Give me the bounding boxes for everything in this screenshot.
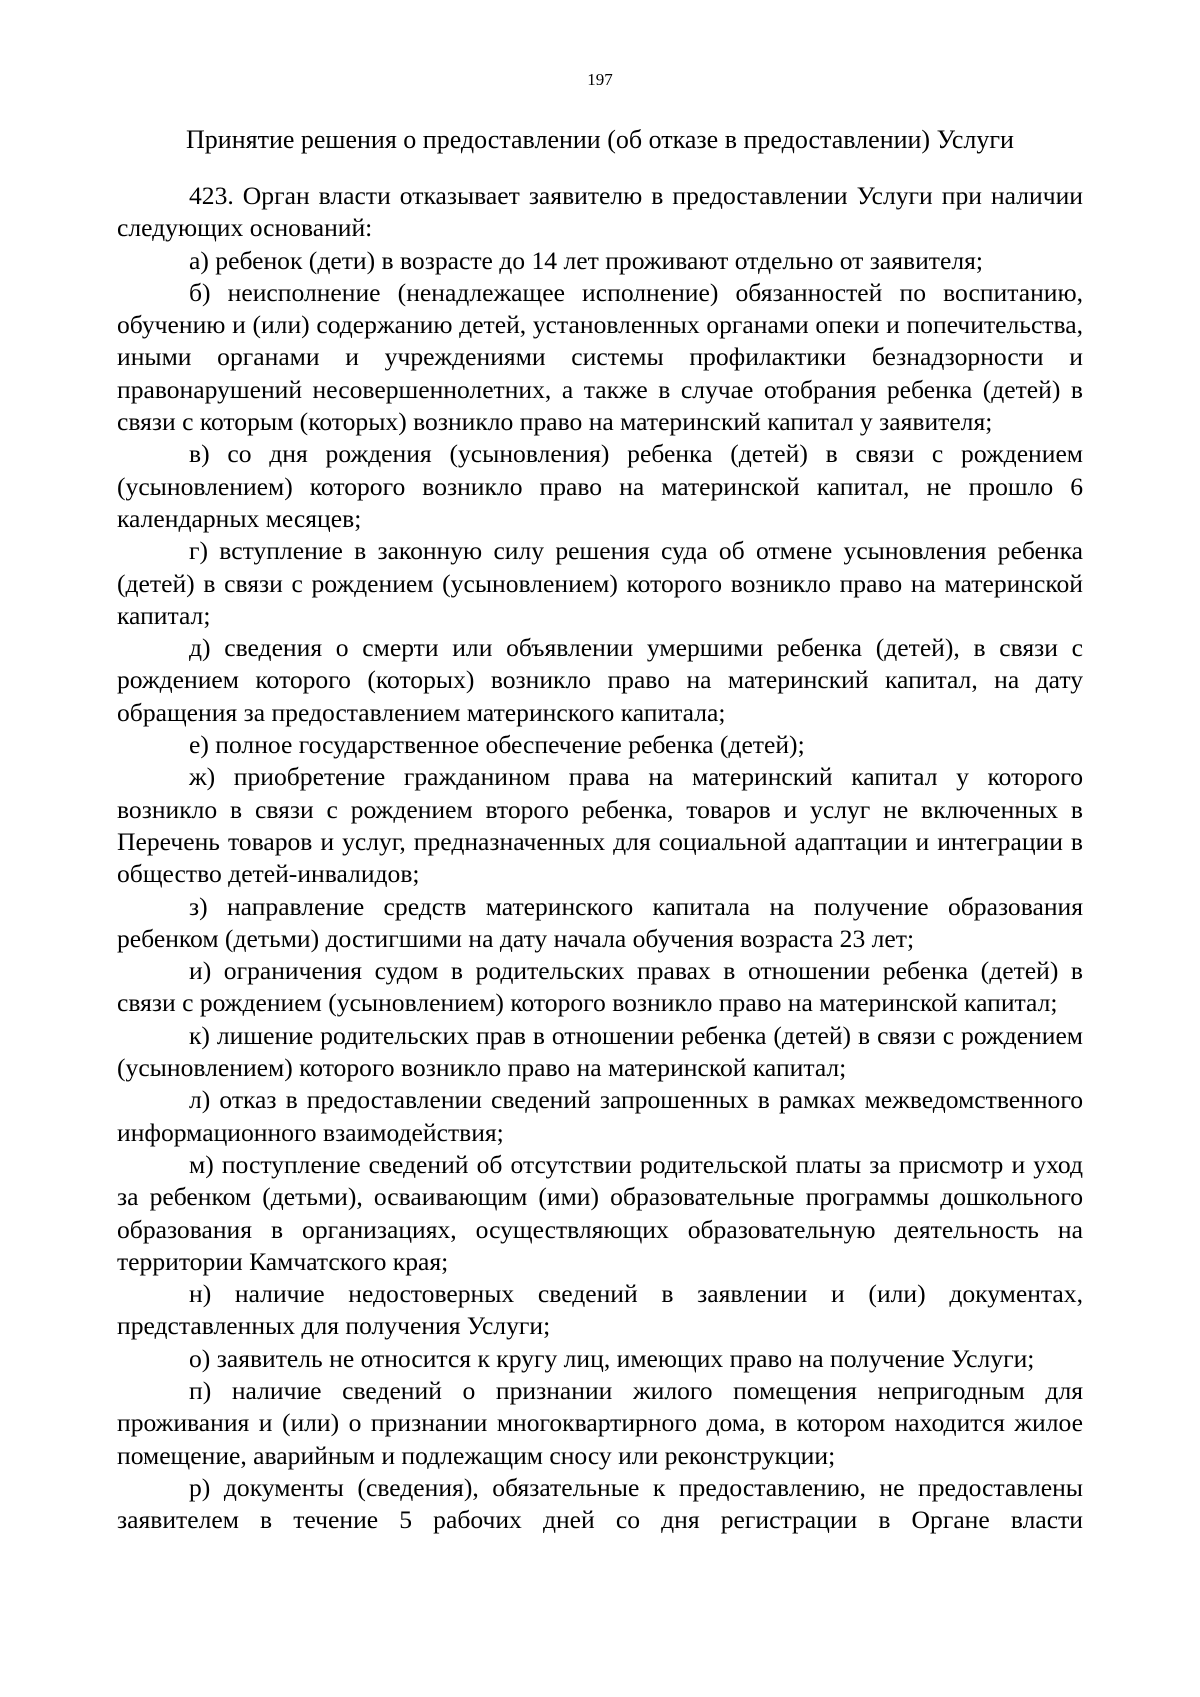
paragraph-item-zh: ж) приобретение гражданином права на материнский капитал у которого возникло в связи с рождением второго ребенка, товаров и услуг не включенных в Перечень товаров и услуг, предназначенных для социальной адаптации и интеграции в общество детей-инвалидов;: [117, 762, 1083, 889]
paragraph-item-b: б) неисполнение (ненадлежащее исполнение) обязанностей по воспитанию, обучению и (или) содержанию детей, установленных органами опеки и попечительства, иными органами и учреждениями системы профилактики безнадзорности и правонарушений несовершеннолетних, а также в случае отобрания ребенка (детей) в связи с которым (которых) возникло право на материнский капитал у заявителя;: [117, 277, 1083, 437]
paragraph-item-v: в) со дня рождения (усыновления) ребенка (детей) в связи с рождением (усыновлением) которого возникло право на материнской капитал, не прошло 6 календарных месяцев;: [117, 439, 1083, 533]
paragraph-item-o: о) заявитель не относится к кругу лиц, имеющих право на получение Услуги;: [189, 1343, 1035, 1373]
paragraph-423-intro: 423. Орган власти отказывает заявителю в предоставлении Услуги при наличии следующих оснований:: [117, 181, 1083, 243]
paragraph-item-i: и) ограничения судом в родительских правах в отношении ребенка (детей) в связи с рождением (усыновлением) которого возникло право на материнской капитал;: [117, 956, 1083, 1018]
paragraph-item-n: н) наличие недостоверных сведений в заявлении и (или) документах, представленных для получения Услуги;: [117, 1279, 1083, 1341]
paragraph-item-l: л) отказ в предоставлении сведений запрошенных в рамках межведомственного информационного взаимодействия;: [117, 1085, 1083, 1147]
paragraph-item-d: д) сведения о смерти или объявлении умершими ребенка (детей), в связи с рождением которого (которых) возникло право на материнский капитал, на дату обращения за предоставлением материнского капитала;: [117, 633, 1083, 727]
paragraph-item-z: з) направление средств материнского капитала на получение образования ребенком (детьми) достигшими на дату начала обучения возраста 23 лет;: [117, 891, 1083, 953]
paragraph-item-k: к) лишение родительских прав в отношении ребенка (детей) в связи с рождением (усыновлением) которого возникло право на материнской капитал;: [117, 1020, 1083, 1083]
page-number: 197: [587, 70, 613, 89]
paragraph-item-a: а) ребенок (дети) в возрасте до 14 лет проживают отдельно от заявителя;: [189, 245, 983, 275]
paragraph-item-r: р) документы (сведения), обязательные к предоставлению, не предоставлены заявителем в течение 5 рабочих дней со дня регистрации в Органе власти: [117, 1472, 1083, 1535]
paragraph-item-m: м) поступление сведений об отсутствии родительской платы за присмотр и уход за ребенком (детьми), осваивающим (ими) образовательные программы дошкольного образования в организациях, осуществляющих образовательную деятельность на территории Камчатского края;: [117, 1149, 1083, 1276]
paragraph-item-p: п) наличие сведений о признании жилого помещения непригодным для проживания и (или) о признании многоквартирного дома, в котором находится жилое помещение, аварийным и подлежащим сносу или реконструкции;: [117, 1375, 1083, 1470]
section-heading: Принятие решения о предоставлении (об отказе в предоставлении) Услуги: [186, 125, 1014, 154]
document-body: [117, 180, 1083, 1536]
paragraph-item-g: г) вступление в законную силу решения суда об отмене усыновления ребенка (детей) в связи с рождением (усыновлением) которого возникло право на материнской капитал;: [117, 536, 1083, 630]
paragraph-item-e: е) полное государственное обеспечение ребенка (детей);: [189, 730, 805, 760]
